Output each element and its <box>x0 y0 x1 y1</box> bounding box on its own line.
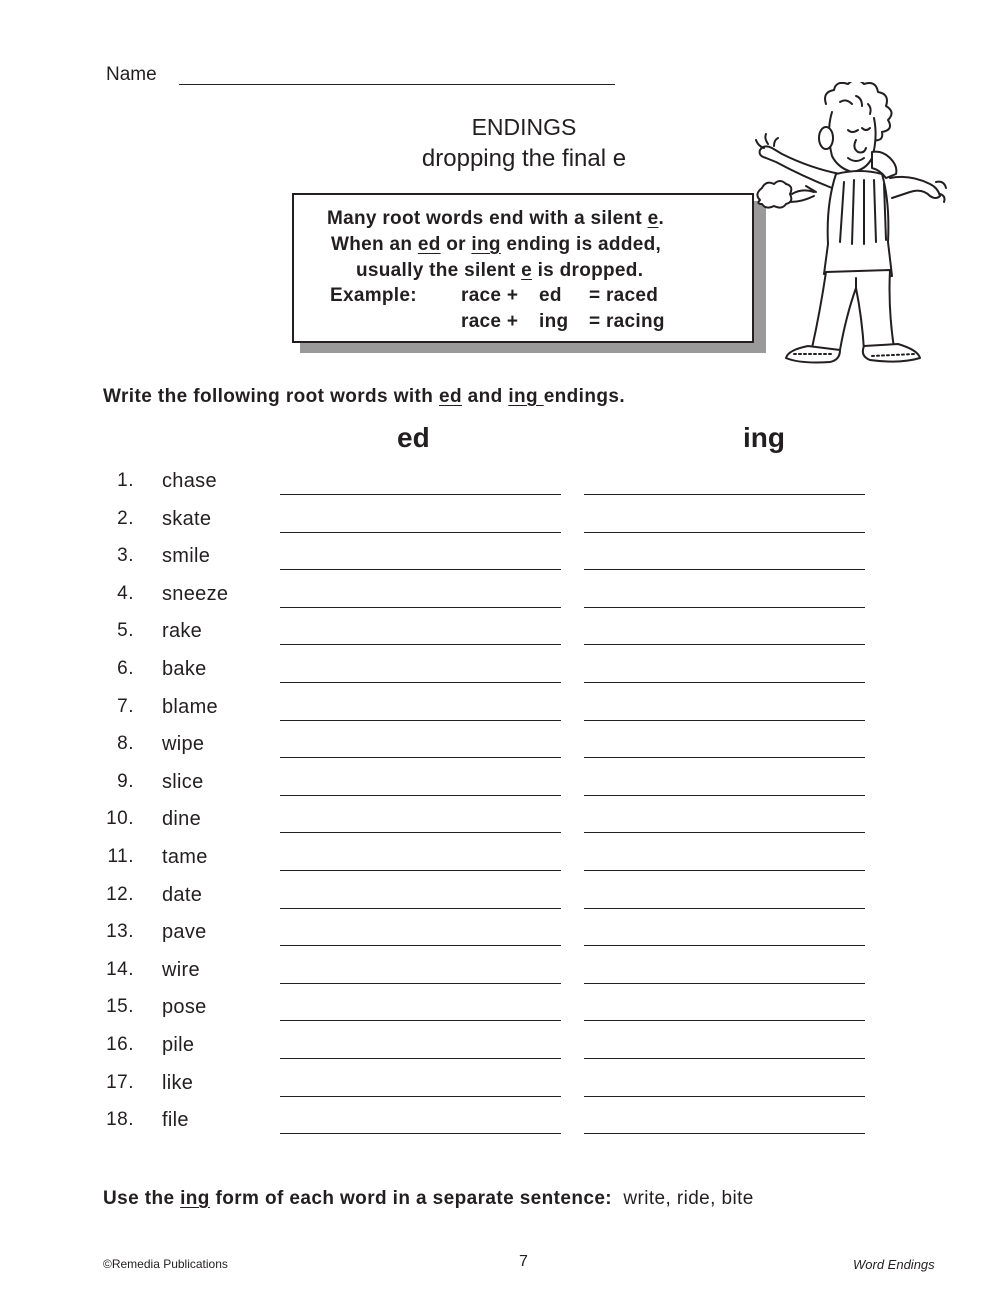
rule-line-1: Many root words end with a silent e. <box>327 208 665 229</box>
word-row <box>0 921 1000 958</box>
ed-answer-line[interactable] <box>280 1058 561 1059</box>
ed-answer-line[interactable] <box>280 1096 561 1097</box>
root-word: wipe <box>162 733 205 756</box>
word-row <box>0 1034 1000 1071</box>
example-1-result: = raced <box>589 285 659 306</box>
column-header-ing: ing <box>743 422 785 453</box>
example-1-root: race + <box>461 285 519 306</box>
root-word: date <box>162 883 203 906</box>
ing-answer-line[interactable] <box>584 1020 865 1021</box>
item-number: 7. <box>117 695 134 717</box>
item-number: 10. <box>106 808 134 830</box>
sentence-task: Use the ing form of each word in a separate sentence: write, ride, bite <box>103 1188 754 1209</box>
root-word: slice <box>162 770 204 793</box>
root-word: sneeze <box>162 582 229 605</box>
ed-answer-line[interactable] <box>280 532 561 533</box>
item-number: 13. <box>106 921 134 943</box>
root-word: bake <box>162 658 207 680</box>
root-word: dine <box>162 808 202 831</box>
ing-answer-line[interactable] <box>584 682 865 683</box>
ing-answer-line[interactable] <box>584 1096 865 1097</box>
item-number: 15. <box>106 996 134 1018</box>
item-number: 5. <box>117 620 134 642</box>
ed-answer-line[interactable] <box>280 757 561 758</box>
root-word: blame <box>162 695 218 718</box>
ing-answer-line[interactable] <box>584 983 865 984</box>
ing-answer-line[interactable] <box>584 644 865 645</box>
ing-answer-line[interactable] <box>584 720 865 721</box>
name-label: Name <box>106 64 157 85</box>
ed-answer-line[interactable] <box>280 494 561 495</box>
ed-answer-line[interactable] <box>280 1020 561 1021</box>
ed-answer-line[interactable] <box>280 983 561 984</box>
word-row <box>0 658 1000 695</box>
ed-answer-line[interactable] <box>280 795 561 796</box>
root-word: chase <box>162 470 217 492</box>
name-write-line[interactable] <box>179 84 615 85</box>
ed-answer-line[interactable] <box>280 832 561 833</box>
item-number: 14. <box>106 958 134 980</box>
page-title: ENDINGS <box>471 114 577 140</box>
ing-answer-line[interactable] <box>584 908 865 909</box>
ing-answer-line[interactable] <box>584 870 865 871</box>
ing-answer-line[interactable] <box>584 607 865 608</box>
item-number: 4. <box>117 582 134 604</box>
ing-answer-line[interactable] <box>584 494 865 495</box>
word-row <box>0 959 1000 996</box>
book-title: Word Endings <box>853 1257 935 1272</box>
ing-answer-line[interactable] <box>584 532 865 533</box>
word-row <box>0 583 1000 620</box>
ing-answer-line[interactable] <box>584 945 865 946</box>
ed-answer-line[interactable] <box>280 569 561 570</box>
example-2-ending: ing <box>539 311 569 332</box>
instructions: Write the following root words with ed and ing endings. <box>103 386 626 407</box>
ing-answer-line[interactable] <box>584 832 865 833</box>
column-header-ed: ed <box>397 422 430 453</box>
root-word: wire <box>162 958 200 981</box>
item-number: 3. <box>117 545 134 567</box>
root-word: pave <box>162 921 207 944</box>
item-number: 9. <box>117 770 134 792</box>
word-row <box>0 620 1000 657</box>
ed-answer-line[interactable] <box>280 607 561 608</box>
root-word: file <box>162 1109 189 1132</box>
word-row <box>0 771 1000 808</box>
ed-answer-line[interactable] <box>280 720 561 721</box>
ed-answer-line[interactable] <box>280 644 561 645</box>
ed-answer-line[interactable] <box>280 682 561 683</box>
ing-answer-line[interactable] <box>584 1133 865 1134</box>
item-number: 11. <box>107 846 134 867</box>
example-2-result: = racing <box>589 311 665 332</box>
root-word: pose <box>162 996 207 1019</box>
example-label: Example: <box>330 285 417 306</box>
root-word: tame <box>162 846 208 868</box>
sneezing-boy-illustration <box>744 82 949 364</box>
example-2-root: race + <box>461 311 519 332</box>
ed-answer-line[interactable] <box>280 1133 561 1134</box>
page-subtitle: dropping the final e <box>421 145 627 172</box>
example-1-ending: ed <box>539 285 562 306</box>
root-word: rake <box>162 620 203 643</box>
page-number: 7 <box>519 1253 528 1270</box>
ed-answer-line[interactable] <box>280 908 561 909</box>
root-word: skate <box>162 507 212 530</box>
ed-answer-line[interactable] <box>280 945 561 946</box>
item-number: 2. <box>117 507 134 529</box>
word-row <box>0 470 1000 507</box>
ing-answer-line[interactable] <box>584 795 865 796</box>
item-number: 1. <box>117 470 134 491</box>
word-row <box>0 846 1000 883</box>
word-row <box>0 545 1000 582</box>
word-row <box>0 696 1000 733</box>
item-number: 16. <box>106 1034 134 1055</box>
item-number: 6. <box>117 658 134 679</box>
item-number: 12. <box>106 883 134 905</box>
root-word: smile <box>162 545 211 568</box>
item-number: 17. <box>106 1071 134 1093</box>
word-row <box>0 1072 1000 1109</box>
item-number: 8. <box>117 733 134 755</box>
item-number: 18. <box>106 1109 134 1131</box>
copyright: ©Remedia Publications <box>103 1257 228 1271</box>
rule-line-3: usually the silent e is dropped. <box>356 260 644 281</box>
word-row <box>0 808 1000 845</box>
ing-answer-line[interactable] <box>584 757 865 758</box>
root-word: like <box>162 1071 194 1094</box>
word-row <box>0 508 1000 545</box>
word-row <box>0 733 1000 770</box>
rule-box <box>292 193 754 343</box>
ing-answer-line[interactable] <box>584 1058 865 1059</box>
word-row <box>0 1109 1000 1146</box>
ed-answer-line[interactable] <box>280 870 561 871</box>
word-row <box>0 996 1000 1033</box>
word-row <box>0 884 1000 921</box>
rule-line-2: When an ed or ing ending is added, <box>331 234 662 255</box>
ing-answer-line[interactable] <box>584 569 865 570</box>
root-word: pile <box>162 1034 195 1056</box>
